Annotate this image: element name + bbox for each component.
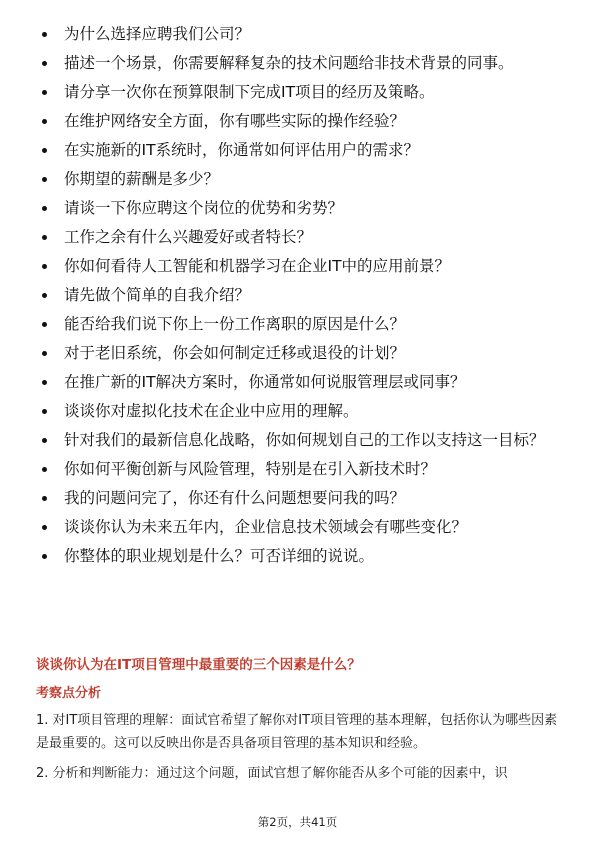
question-text: 针对我们的最新信息化战略，你如何规划自己的工作以支持这一目标？ [64, 431, 545, 449]
list-item [40, 285, 560, 306]
bullet-icon [42, 554, 47, 559]
section-heading: 谈谈你认为在IT项目管理中最重要的三个因素是什么？ [36, 657, 361, 673]
question-text: 能否给我们说下你上一份工作离职的原因是什么？ [64, 315, 406, 333]
list-item [40, 82, 560, 103]
bullet-icon [42, 206, 47, 211]
list-item [40, 314, 560, 335]
bullet-icon [42, 322, 47, 327]
question-text: 对于老旧系统，你会如何制定迁移或退役的计划？ [64, 344, 406, 362]
list-item [40, 401, 560, 422]
bullet-icon [42, 235, 47, 240]
question-text: 请分享一次你在预算限制下完成IT项目的经历及策略。 [64, 83, 435, 101]
bullet-icon [42, 148, 47, 153]
list-item [40, 546, 560, 567]
list-item [40, 372, 560, 393]
list-item [40, 517, 560, 538]
list-item [40, 140, 560, 161]
bullet-icon [42, 438, 47, 443]
question-text: 在实施新的IT系统时，你通常如何评估用户的需求？ [64, 141, 420, 159]
question-text: 描述一个场景，你需要解释复杂的技术问题给非技术背景的同事。 [64, 54, 514, 72]
bullet-icon [42, 177, 47, 182]
bullet-icon [42, 119, 47, 124]
question-text: 你如何看待人工智能和机器学习在企业IT中的应用前景？ [64, 257, 451, 275]
list-item [40, 111, 560, 132]
bullet-icon [42, 496, 47, 501]
list-item [40, 198, 560, 219]
question-list [40, 24, 560, 575]
bullet-icon [42, 264, 47, 269]
bullet-icon [42, 409, 47, 414]
list-item [40, 24, 560, 45]
analysis-paragraph: 2. 分析和判断能力：通过这个问题，面试官想了解你能否从多个可能的因素中，识 [36, 766, 508, 781]
bullet-icon [42, 61, 47, 66]
analysis-paragraph: 1. 对IT项目管理的理解：面试官希望了解你对IT项目管理的基本理解，包括你认为哪些因素是最重要的。这可以反映出你是否具备项目管理的基本知识和经验。 [36, 713, 558, 751]
question-text: 为什么选择应聘我们公司？ [64, 25, 251, 43]
question-text: 在推广新的IT解决方案时，你通常如何说服管理层或同事？ [64, 373, 466, 391]
bullet-icon [42, 525, 47, 530]
question-text: 你如何平衡创新与风险管理，特别是在引入新技术时？ [64, 460, 437, 478]
question-text: 请谈一下你应聘这个岗位的优势和劣势？ [64, 199, 344, 217]
question-text: 请先做个简单的自我介绍？ [64, 286, 251, 304]
bullet-icon [42, 351, 47, 356]
list-item [40, 227, 560, 248]
bullet-icon [42, 293, 47, 298]
list-item [40, 430, 560, 451]
bullet-icon [42, 380, 47, 385]
bullet-icon [42, 467, 47, 472]
list-item [40, 459, 560, 480]
question-text: 我的问题问完了，你还有什么问题想要问我的吗？ [64, 489, 406, 507]
list-item [40, 256, 560, 277]
list-item [40, 488, 560, 509]
question-text: 你期望的薪酬是多少？ [64, 170, 220, 188]
page-number: 第2页，共41页 [257, 815, 338, 829]
question-text: 在维护网络安全方面，你有哪些实际的操作经验？ [64, 112, 406, 130]
analysis-body [36, 709, 566, 792]
list-item [40, 343, 560, 364]
list-item [40, 169, 560, 190]
question-text: 你整体的职业规划是什么？可否详细的说说。 [64, 547, 375, 565]
analysis-subheading: 考察点分析 [36, 686, 102, 701]
list-item [40, 53, 560, 74]
bullet-icon [42, 32, 47, 37]
bullet-icon [42, 90, 47, 95]
question-text: 谈谈你认为未来五年内，企业信息技术领域会有哪些变化？ [64, 518, 468, 536]
question-text: 谈谈你对虚拟化技术在企业中应用的理解。 [64, 402, 359, 420]
question-text: 工作之余有什么兴趣爱好或者特长？ [64, 228, 313, 246]
